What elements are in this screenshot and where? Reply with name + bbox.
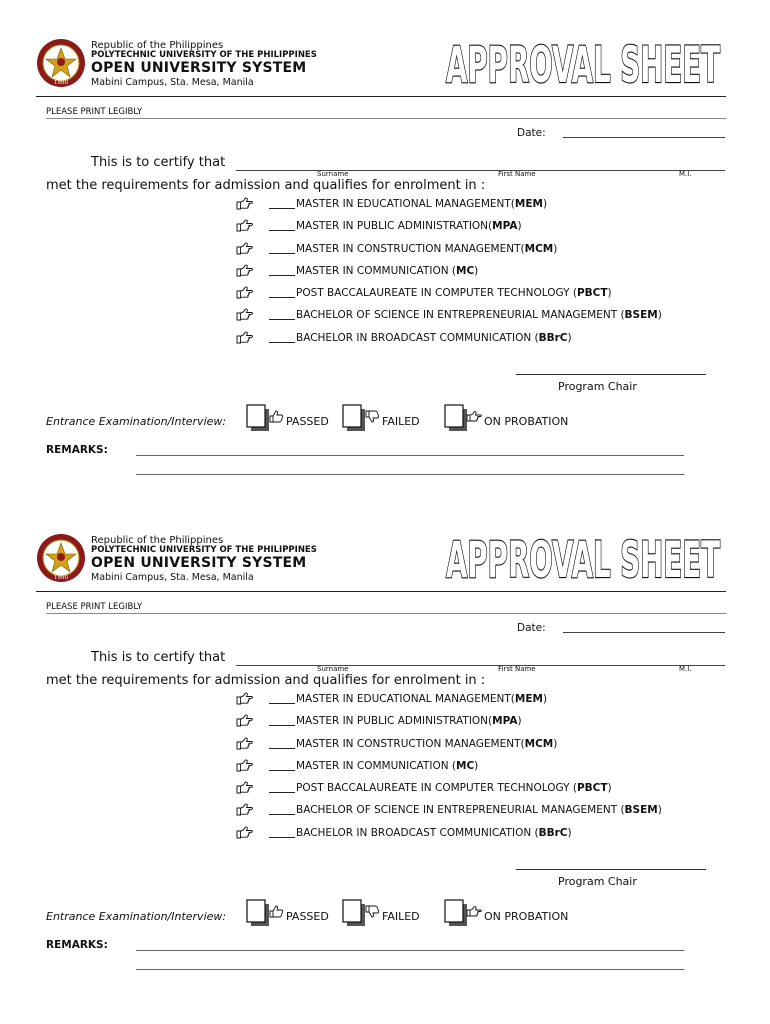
requirements-text: met the requirements for admission and qualifies for enrolment in : xyxy=(46,673,486,688)
program-label xyxy=(296,332,572,344)
program-close-paren: ) xyxy=(517,715,522,728)
failed-checkbox[interactable] xyxy=(342,899,366,927)
program-name: BACHELOR IN BROADCAST COMMUNICATION ( xyxy=(296,331,539,344)
failed-checkbox[interactable] xyxy=(342,404,366,432)
entrance-exam-label: Entrance Examination/Interview: xyxy=(46,910,227,923)
program-code: MCM xyxy=(524,737,554,750)
program-check-blank[interactable] xyxy=(269,792,295,793)
program-close-paren: ) xyxy=(567,331,572,344)
header-divider xyxy=(36,96,726,97)
probation-checkbox[interactable] xyxy=(444,899,468,927)
surname-caption: Surname xyxy=(317,665,349,673)
program-check-blank[interactable] xyxy=(269,319,295,320)
program-list xyxy=(236,196,716,352)
first-name-caption: First Name xyxy=(498,170,536,178)
remarks-field-line[interactable] xyxy=(136,455,684,456)
probation-checkbox[interactable] xyxy=(444,404,468,432)
remarks-field-line[interactable] xyxy=(136,969,684,970)
header-system: OPEN UNIVERSITY SYSTEM xyxy=(91,555,307,571)
program-option[interactable] xyxy=(236,330,716,352)
passed-label: PASSED xyxy=(286,415,329,428)
program-name: BACHELOR OF SCIENCE IN ENTREPRENEURIAL MANAGEMENT ( xyxy=(296,804,625,817)
failed-label: FAILED xyxy=(382,910,420,923)
program-close-paren: ) xyxy=(542,693,548,705)
header-republic: Republic of the Philippines xyxy=(91,40,224,51)
certify-text: This is to certify that xyxy=(91,650,226,665)
thumbs-down-icon xyxy=(364,905,380,918)
header-system: OPEN UNIVERSITY SYSTEM xyxy=(91,60,307,76)
program-label xyxy=(296,715,522,727)
program-name: BACHELOR IN BROADCAST COMMUNICATION ( xyxy=(296,826,539,839)
program-chair-signature-field[interactable] xyxy=(516,869,706,870)
program-close-paren: ) xyxy=(657,309,662,322)
program-label xyxy=(296,804,662,816)
date-field[interactable] xyxy=(563,137,725,138)
date-label: Date: xyxy=(517,127,546,139)
passed-checkbox[interactable] xyxy=(246,899,270,927)
program-close-paren: ) xyxy=(553,242,558,255)
program-label xyxy=(296,693,547,705)
program-code: BSEM xyxy=(624,804,658,817)
pointing-hand-icon xyxy=(236,825,253,839)
thumbs-up-icon xyxy=(268,905,284,918)
program-option[interactable] xyxy=(236,241,716,263)
program-check-blank[interactable] xyxy=(269,814,295,815)
pointing-hand-icon xyxy=(236,307,253,321)
pointing-hand-icon xyxy=(236,758,253,772)
pointing-hand-icon xyxy=(466,905,482,918)
program-code: BBrC xyxy=(538,826,568,839)
program-close-paren: ) xyxy=(607,782,612,795)
program-option[interactable] xyxy=(236,285,716,307)
remarks-label: REMARKS: xyxy=(46,939,108,951)
sheet-title xyxy=(444,38,722,88)
date-field[interactable] xyxy=(563,632,725,633)
program-option[interactable] xyxy=(236,825,716,847)
program-option[interactable] xyxy=(236,307,716,329)
entrance-exam-label: Entrance Examination/Interview: xyxy=(46,415,227,428)
logo-year-text: 1990 xyxy=(54,575,68,581)
program-label xyxy=(296,265,478,277)
pointing-hand-icon xyxy=(236,691,253,705)
program-chair-label: Program Chair xyxy=(558,875,637,888)
program-option[interactable] xyxy=(236,691,716,713)
program-close-paren: ) xyxy=(553,737,558,750)
program-check-blank[interactable] xyxy=(269,230,295,231)
program-code: MEM xyxy=(514,198,543,210)
passed-checkbox[interactable] xyxy=(246,404,270,432)
program-check-blank[interactable] xyxy=(269,725,295,726)
program-check-blank[interactable] xyxy=(269,770,295,771)
pointing-hand-icon xyxy=(236,802,253,816)
sheet-title-text: APPROVAL SHEET xyxy=(446,533,720,583)
program-close-paren: ) xyxy=(542,198,548,210)
program-close-paren: ) xyxy=(567,826,572,839)
program-name: BACHELOR OF SCIENCE IN ENTREPRENEURIAL MANAGEMENT ( xyxy=(296,309,625,322)
program-check-blank[interactable] xyxy=(269,275,295,276)
approval-sheet-1 xyxy=(0,0,770,500)
pointing-hand-icon xyxy=(236,196,253,210)
pointing-hand-icon xyxy=(236,736,253,750)
program-label xyxy=(296,198,547,210)
program-name: MASTER IN EDUCATIONAL MANAGEMENT( xyxy=(296,693,515,705)
pointing-hand-icon xyxy=(236,241,253,255)
program-check-blank[interactable] xyxy=(269,297,295,298)
program-option[interactable] xyxy=(236,218,716,240)
thumbs-down-icon xyxy=(364,410,380,423)
program-name: POST BACCALAUREATE IN COMPUTER TECHNOLOGY ( xyxy=(296,782,577,795)
mi-caption: M.I. xyxy=(679,170,692,178)
pup-seal-logo xyxy=(36,38,86,88)
print-legibly-note: PLEASE PRINT LEGIBLY xyxy=(46,602,143,612)
header-university: POLYTECHNIC UNIVERSITY OF THE PHILIPPINES xyxy=(91,545,317,555)
program-check-blank[interactable] xyxy=(269,342,295,343)
pointing-hand-icon xyxy=(236,218,253,232)
program-option[interactable] xyxy=(236,713,716,735)
note-divider xyxy=(46,613,726,614)
program-label xyxy=(296,782,612,794)
program-label xyxy=(296,243,557,255)
program-option[interactable] xyxy=(236,196,716,218)
program-option[interactable] xyxy=(236,780,716,802)
program-code: BBrC xyxy=(538,331,568,344)
sheet-title xyxy=(444,533,722,583)
program-close-paren: ) xyxy=(474,264,479,277)
program-label xyxy=(296,760,478,772)
program-code: MC xyxy=(456,264,475,277)
print-legibly-note: PLEASE PRINT LEGIBLY xyxy=(46,107,143,117)
pointing-hand-icon xyxy=(236,780,253,794)
mi-caption: M.I. xyxy=(679,665,692,673)
first-name-caption: First Name xyxy=(498,665,536,673)
remarks-label: REMARKS: xyxy=(46,444,108,456)
program-list xyxy=(236,691,716,847)
program-check-blank[interactable] xyxy=(269,208,295,209)
header-university: POLYTECHNIC UNIVERSITY OF THE PHILIPPINES xyxy=(91,50,317,60)
program-chair-signature-field[interactable] xyxy=(516,374,706,375)
program-label xyxy=(296,309,662,321)
program-name: MASTER IN PUBLIC ADMINISTRATION( xyxy=(296,715,493,728)
program-close-paren: ) xyxy=(517,220,522,233)
logo-year-text: 1990 xyxy=(54,80,68,86)
header-campus: Mabini Campus, Sta. Mesa, Manila xyxy=(91,572,254,583)
passed-label: PASSED xyxy=(286,910,329,923)
thumbs-up-icon xyxy=(268,410,284,423)
probation-label: ON PROBATION xyxy=(484,415,569,428)
program-label xyxy=(296,287,612,299)
header-republic: Republic of the Philippines xyxy=(91,535,224,546)
program-name: POST BACCALAUREATE IN COMPUTER TECHNOLOGY ( xyxy=(296,287,577,300)
program-code: MPA xyxy=(492,715,518,728)
program-close-paren: ) xyxy=(657,804,662,817)
pointing-hand-icon xyxy=(236,330,253,344)
failed-label: FAILED xyxy=(382,415,420,428)
program-code: PBCT xyxy=(576,287,608,300)
probation-label: ON PROBATION xyxy=(484,910,569,923)
program-close-paren: ) xyxy=(474,759,479,772)
program-chair-label: Program Chair xyxy=(558,380,637,393)
name-field[interactable] xyxy=(236,665,725,666)
date-label: Date: xyxy=(517,622,546,634)
program-code: MPA xyxy=(492,220,518,233)
program-option[interactable] xyxy=(236,736,716,758)
approval-sheet-2 xyxy=(0,495,770,995)
program-code: MEM xyxy=(514,693,543,705)
program-name: MASTER IN CONSTRUCTION MANAGEMENT( xyxy=(296,242,525,255)
requirements-text: met the requirements for admission and qualifies for enrolment in : xyxy=(46,178,486,193)
header-divider xyxy=(36,591,726,592)
remarks-field-line[interactable] xyxy=(136,950,684,951)
program-name: MASTER IN CONSTRUCTION MANAGEMENT( xyxy=(296,737,525,750)
name-field[interactable] xyxy=(236,170,725,171)
program-option[interactable] xyxy=(236,802,716,824)
program-name: MASTER IN EDUCATIONAL MANAGEMENT( xyxy=(296,198,515,210)
program-code: MCM xyxy=(524,242,554,255)
pup-seal-logo xyxy=(36,533,86,583)
program-label xyxy=(296,827,572,839)
program-check-blank[interactable] xyxy=(269,748,295,749)
remarks-field-line[interactable] xyxy=(136,474,684,475)
pointing-hand-icon xyxy=(236,285,253,299)
header-campus: Mabini Campus, Sta. Mesa, Manila xyxy=(91,77,254,88)
program-close-paren: ) xyxy=(607,287,612,300)
pointing-hand-icon xyxy=(236,713,253,727)
certify-text: This is to certify that xyxy=(91,155,226,170)
pointing-hand-icon xyxy=(236,263,253,277)
program-code: BSEM xyxy=(624,309,658,322)
program-name: MASTER IN PUBLIC ADMINISTRATION( xyxy=(296,220,493,233)
program-option[interactable] xyxy=(236,758,716,780)
program-label xyxy=(296,220,522,232)
note-divider xyxy=(46,118,726,119)
program-check-blank[interactable] xyxy=(269,837,295,838)
program-name: MASTER IN COMMUNICATION ( xyxy=(296,759,456,772)
pointing-hand-icon xyxy=(466,410,482,423)
program-check-blank[interactable] xyxy=(269,253,295,254)
sheet-title-text: APPROVAL SHEET xyxy=(446,38,720,88)
program-option[interactable] xyxy=(236,263,716,285)
program-name: MASTER IN COMMUNICATION ( xyxy=(296,264,456,277)
program-check-blank[interactable] xyxy=(269,703,295,704)
program-code: MC xyxy=(456,759,475,772)
surname-caption: Surname xyxy=(317,170,349,178)
program-code: PBCT xyxy=(576,782,608,795)
program-label xyxy=(296,738,557,750)
